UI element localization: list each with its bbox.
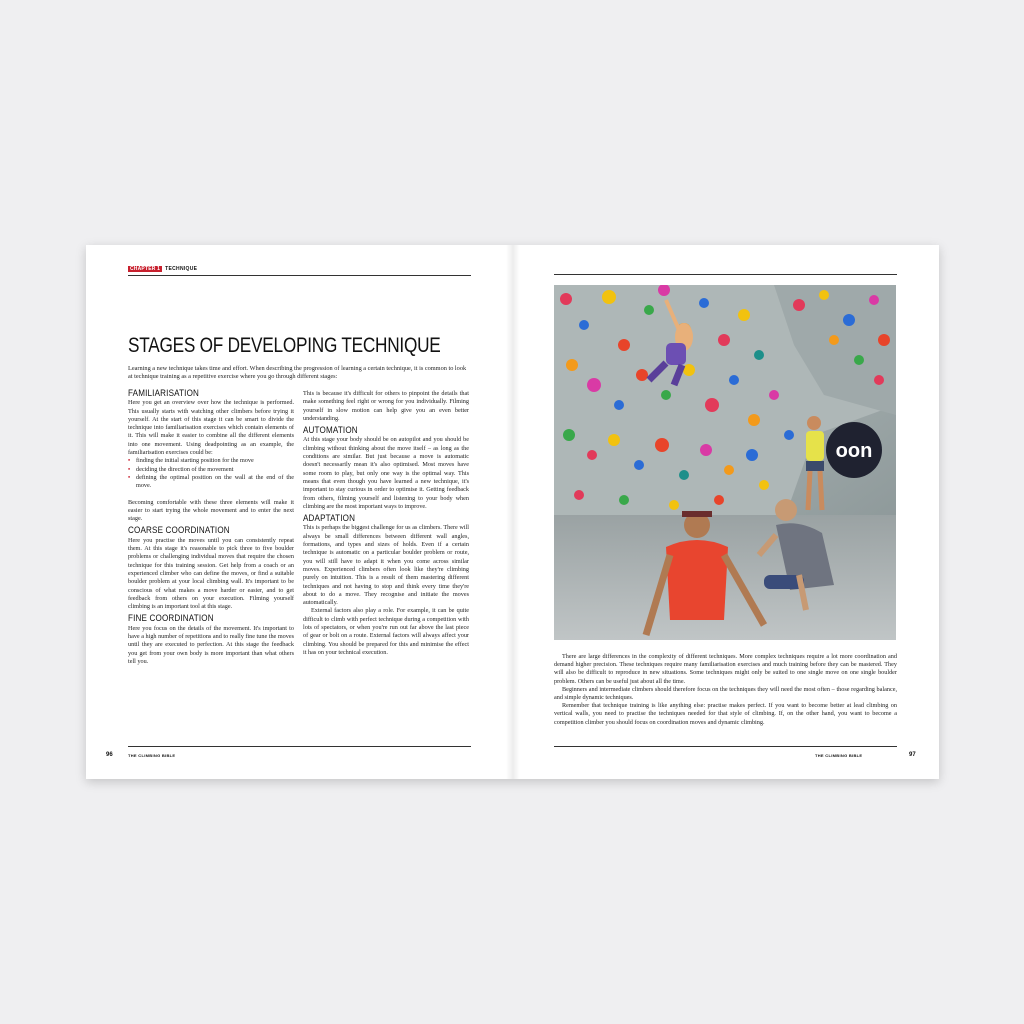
bullet-icon: •	[128, 473, 131, 481]
chapter-label: CHAPTER 1	[130, 266, 161, 272]
right-page	[513, 245, 939, 779]
list-item: • deciding the direction of the movement	[128, 465, 234, 473]
page-title: STAGES OF DEVELOPING TECHNIQUE	[128, 334, 441, 357]
text-column-2	[303, 390, 469, 657]
intro-paragraph: Learning a new technique takes time and effort. When describing the progression of learning a certain technique, it is common to look at technique training as a repetitive exercise where you go through different stages:	[128, 365, 467, 380]
top-rule	[554, 274, 897, 275]
book-spread	[86, 245, 939, 779]
familiarisation-body: Here you get an overview over how the technique is performed. This usually starts with watching other climbers before trying it yourself. At the start of this stage it can be smart to divide the technique into familiarisation exercises which contain elements of it. This will make it easier to combine all the different elements into one movement. Using deadpointing as an example, the familiarisation exercises could be:	[128, 399, 294, 457]
left-page	[86, 245, 512, 779]
bullet-icon: •	[128, 457, 131, 465]
right-paragraph-3: Remember that technique training is like anything else: practise makes perfect. If you want to become better at lead climbing on vertical walls, you need to practise the techniques needed for that style of climbing. If, on the other hand, you want to become a competition climber you should focus on coordination moves and dynamic climbing.	[554, 702, 897, 726]
adaptation-body: This is perhaps the biggest challenge for us as climbers. There will always be small differences between different wall angles, formations, and types and sizes of holds. Even if a certain technique is automatic on a particular boulder problem or route, you will still have to adapt it when you come across similar moves. Experienced climbers often look like they're climbing purely on intuition. This is a result of them mastering different techniques and not having to stop and think every time they're about to do a move. They recognise and initiate the moves automatically.	[303, 524, 469, 607]
fine-body: Here you focus on the details of the movement. It's important to have a high number of repetitions and to really fine tune the moves until they are executed to perfection. At this stage the feedback you get from your own body is more important than what others tell you.	[128, 624, 294, 665]
page-number-left: 96	[106, 752, 113, 758]
heading-familiarisation: FAMILIARISATION	[128, 388, 200, 399]
footer-rule-right	[554, 746, 897, 747]
running-head	[128, 265, 471, 276]
list-item: • defining the optimal position on the wall at the end of the move.	[128, 473, 294, 490]
heading-coarse-coordination: COARSE COORDINATION	[128, 525, 230, 537]
climbing-gym-photo	[554, 285, 896, 640]
climbing-photo-illustration	[554, 285, 896, 640]
section-label: TECHNIQUE	[165, 266, 198, 272]
coarse-body: Here you practise the moves until you can consistently repeat them. At this stage it's reasonable to pick three to five boulder problems or challenging individual moves that require the chosen technique for this training session. Get help from a coach or an experienced climber who can define the moves, or find a suitable boulder problem at your local climbing wall. It's important to be conscious of what makes a move harder or easier, and to get feedback from others on your execution. Filming yourself climbing is an important tool at this stage.	[128, 536, 294, 611]
bullet-icon: •	[128, 465, 131, 473]
text-column-1	[128, 390, 294, 666]
heading-fine-coordination: FINE COORDINATION	[128, 613, 214, 625]
book-title-left: THE CLIMBING BIBLE	[128, 753, 176, 758]
column2-intro: This is because it's difficult for others to pinpoint the details that make something feel right or wrong for you individually. Filming yourself in slow motion can help give you an even better understanding.	[303, 390, 469, 422]
familiarisation-closing: Becoming comfortable with these three elements will make it easier to start trying the whole movement and to enter the next stage.	[128, 498, 294, 523]
right-page-text	[554, 653, 897, 727]
familiarisation-list	[128, 457, 294, 490]
list-item: • finding the initial starting position for the move	[128, 457, 254, 465]
footer-rule	[128, 746, 471, 747]
automation-body: At this stage your body should be on autopilot and you should be climbing without thinking about the move itself – as long as the conditions are similar. But just because a move is automatic doesn't necessarily mean it's also optimised. Most moves have some room to play, but only one way is the optimal way. This means that even though you have learned a new technique, it's important to stay curious in order to optimise it. Getting feedback from others, filming yourself and listening to your body when climbing are the most important ways to improve.	[303, 436, 469, 510]
right-paragraph-2: Beginners and intermediate climbers should therefore focus on the techniques they will need the most often – those regarding balance, and simple dynamic techniques.	[554, 685, 897, 702]
adaptation-body-2: External factors also play a role. For example, it can be quite difficult to climb with perfect technique during a competition with lots of spectators, or when you're run out far above the last piece of gear or bolt on a route. External factors will always affect your climbing. You should be prepared for this and minimise the effect it has on your technical execution.	[303, 607, 469, 656]
right-paragraph-1: There are large differences in the complexity of different techniques. More complex techniques require a lot more coordination and demand higher precision. These techniques require many familiarisation exercises and much training before they can be mastered. They will also be difficult to reproduce in new situations. Some techniques might only be suited to one single move on one single boulder problem. Others can be useful just about all the time.	[554, 653, 897, 685]
heading-automation: AUTOMATION	[303, 425, 358, 437]
wall-logo-text: oon	[835, 440, 873, 462]
heading-adaptation: ADAPTATION	[303, 513, 356, 525]
page-number-right: 97	[909, 752, 916, 758]
book-title-right: THE CLIMBING BIBLE	[815, 753, 863, 758]
